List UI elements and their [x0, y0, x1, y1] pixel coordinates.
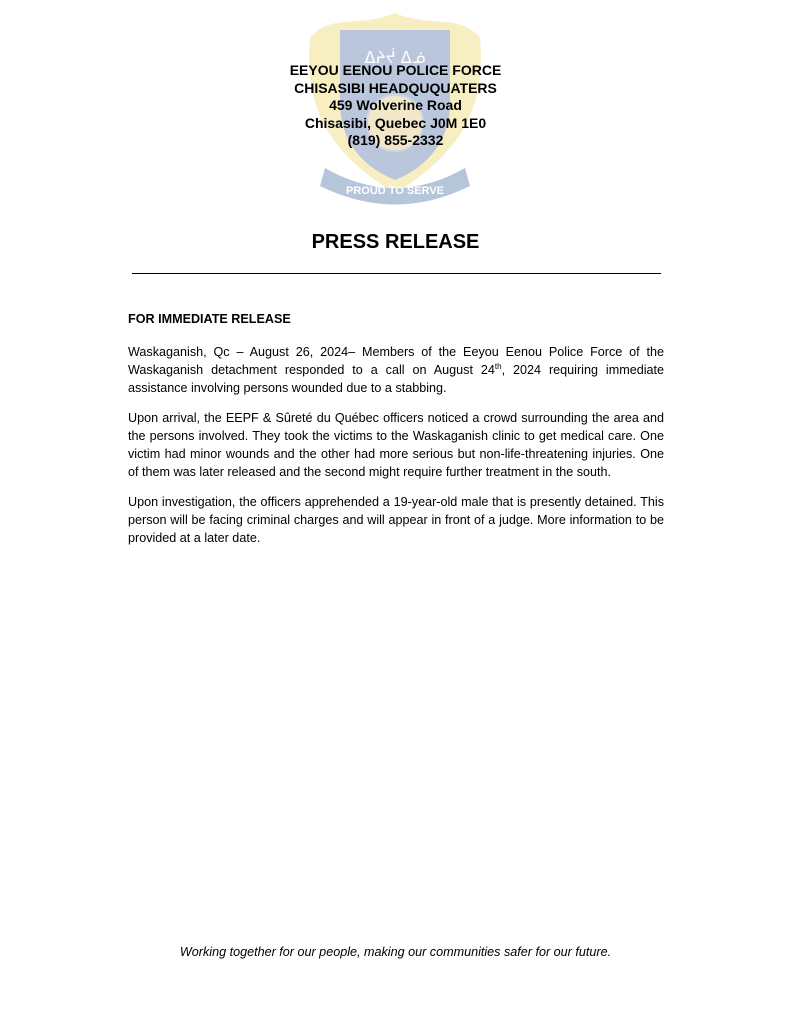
paragraph-3: Upon investigation, the officers apprehended a 19-year-old male that is presently detained. This person will be facing criminal charges and will appear in front of a judge. More information to be provided at a later date. [128, 495, 664, 545]
crest-syllabics: ᐃᔨᔫ ᐃᓅ [364, 48, 426, 67]
street-address: 459 Wolverine Road [329, 97, 462, 113]
headquarters-name: CHISASIBI HEADQUQUATERS [294, 79, 497, 96]
paragraph-1-start: Waskaganish, Qc – August 26, 2024– Members of the Eeyou Eenou Police Force of the Waskaganish detachment responded to a call on August 24 [128, 345, 664, 377]
phone-number: (819) 855-2332 [347, 132, 444, 148]
letterhead [0, 62, 791, 150]
press-release-body [128, 310, 664, 559]
crest-banner-text: PROUD TO SERVE [345, 185, 445, 197]
city-address: Chisasibi, Quebec J0M 1E0 [304, 114, 487, 131]
paragraph-2: Upon arrival, the EEPF & Sûreté du Québec officers noticed a crowd surrounding the area and the persons involved. They took the victims to the Waskaganish clinic to get medical care. One victim had minor wounds and the other had more serious but non-life-threatening injuries. One of them was later released and the second might require further treatment in the south. [128, 411, 664, 479]
paragraph-1 [128, 343, 664, 397]
paragraph-1-end: , 2024 requiring immediate assistance involving persons wounded due to a stabbing. [128, 363, 665, 395]
org-name: EEYOU EENOU POLICE FORCE [289, 62, 502, 78]
date-ordinal-suffix: th [494, 361, 502, 371]
release-label: FOR IMMEDIATE RELEASE [128, 312, 291, 326]
title-divider [132, 273, 661, 274]
footer-motto: Working together for our people, making our communities safer for our future. [179, 945, 612, 959]
page-title: PRESS RELEASE [311, 231, 480, 253]
